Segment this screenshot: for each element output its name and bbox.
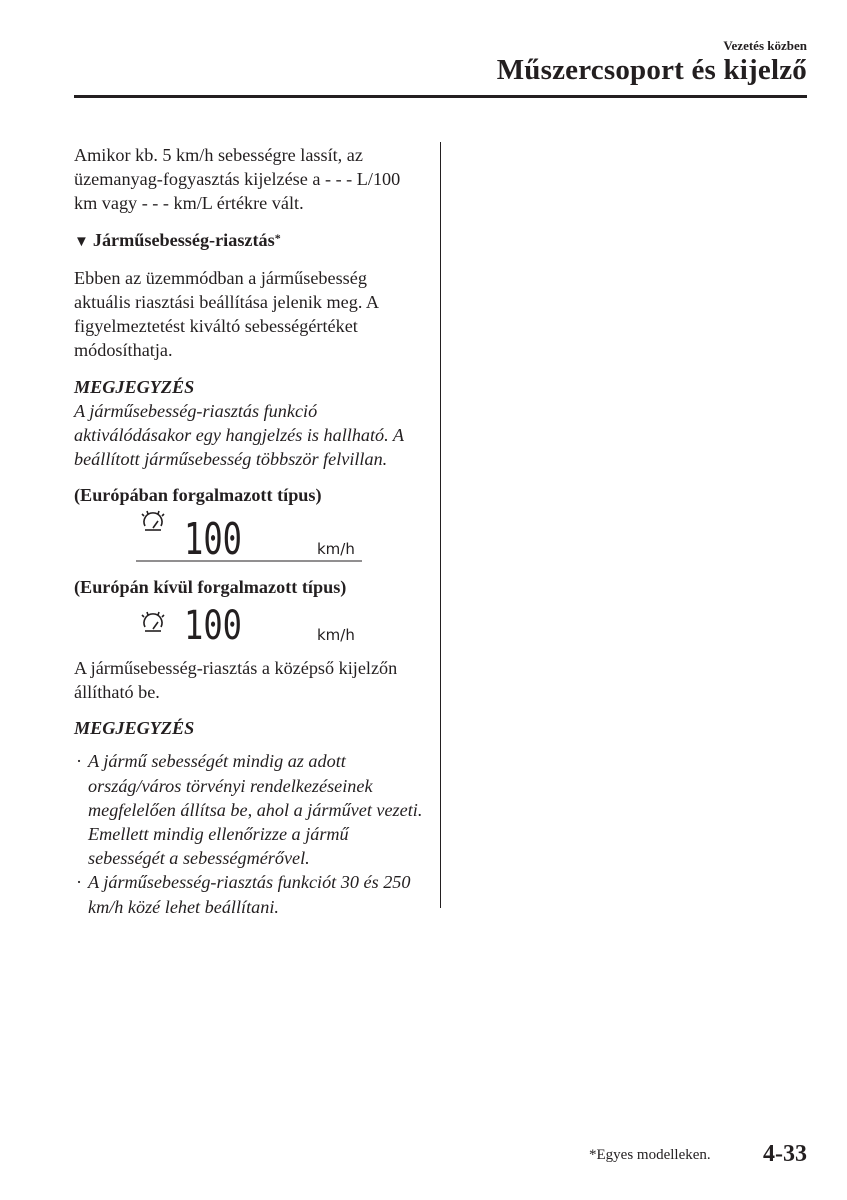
europe-type-heading: (Európában forgalmazott típus) (74, 485, 322, 506)
speed-alarm-display-graphic (74, 599, 374, 647)
page-title: Műszercsoport és kijelző (496, 54, 807, 86)
page-number: 4-33 (763, 1141, 807, 1167)
header-rule (74, 95, 807, 98)
list-item (74, 749, 424, 870)
speedometer-alarm-icon (142, 511, 164, 530)
note-title: MEGJEGYZÉS (74, 718, 195, 739)
non-europe-type-heading: (Európán kívül forgalmazott típus) (74, 576, 347, 597)
intro-paragraph: Amikor kb. 5 km/h sebességre lassít, az üzemanyag-fogyasztás kijelzése a - - - L/100 km vagy - - - km/L értékre vált. (74, 145, 401, 214)
non-europe-speed-display (74, 599, 424, 647)
footnote-marker: * (274, 230, 281, 245)
speed-alarm-paragraph: Ebben az üzemmódban a járműsebesség aktuális riasztási beállítása jelenik meg. A figyelmeztetést kiváltó sebességértéket módosíthatja. (74, 267, 379, 361)
note-bullet-list (74, 749, 424, 918)
speed-alarm-display-graphic (74, 508, 374, 566)
speed-unit: km/h (317, 539, 355, 558)
europe-speed-display (74, 508, 424, 566)
speed-alarm-heading (74, 228, 424, 254)
list-item (74, 870, 424, 918)
bullet-text: A járműsebesség-riasztás funkciót 30 és 250 km/h közé lehet beállítani. (88, 872, 411, 917)
bullet-dot: · (76, 751, 83, 772)
note-title: MEGJEGYZÉS (74, 376, 195, 397)
speed-alarm-heading-text: Járműsebesség-riasztás (92, 229, 275, 250)
bullet-dot: · (76, 872, 83, 893)
triangle-marker-icon: ▼ (74, 233, 89, 250)
section-label: Vezetés közben (723, 38, 807, 53)
speed-unit: km/h (317, 625, 355, 644)
speedometer-alarm-icon (142, 612, 164, 631)
column-divider (440, 142, 441, 908)
note-text: A járműsebesség-riasztás funkció aktiválódásakor egy hangjelzés is hallható. A beállított járműsebesség többször felvillan. (74, 400, 404, 470)
bullet-text: A jármű sebességét mindig az adott ország/város törvényi rendelkezéseinek megfelelően állítsa be, ahol a járművet vezeti. Emellett mindig ellenőrizze a jármű sebességét a sebességmérővel. (88, 751, 423, 869)
setting-paragraph: A járműsebesség-riasztás a középső kijelzőn állítható be. (74, 657, 398, 703)
main-column (74, 143, 424, 919)
speed-value: 100 (184, 602, 242, 647)
footnote: *Egyes modelleken. (589, 1147, 711, 1163)
speed-value: 100 (184, 513, 242, 565)
